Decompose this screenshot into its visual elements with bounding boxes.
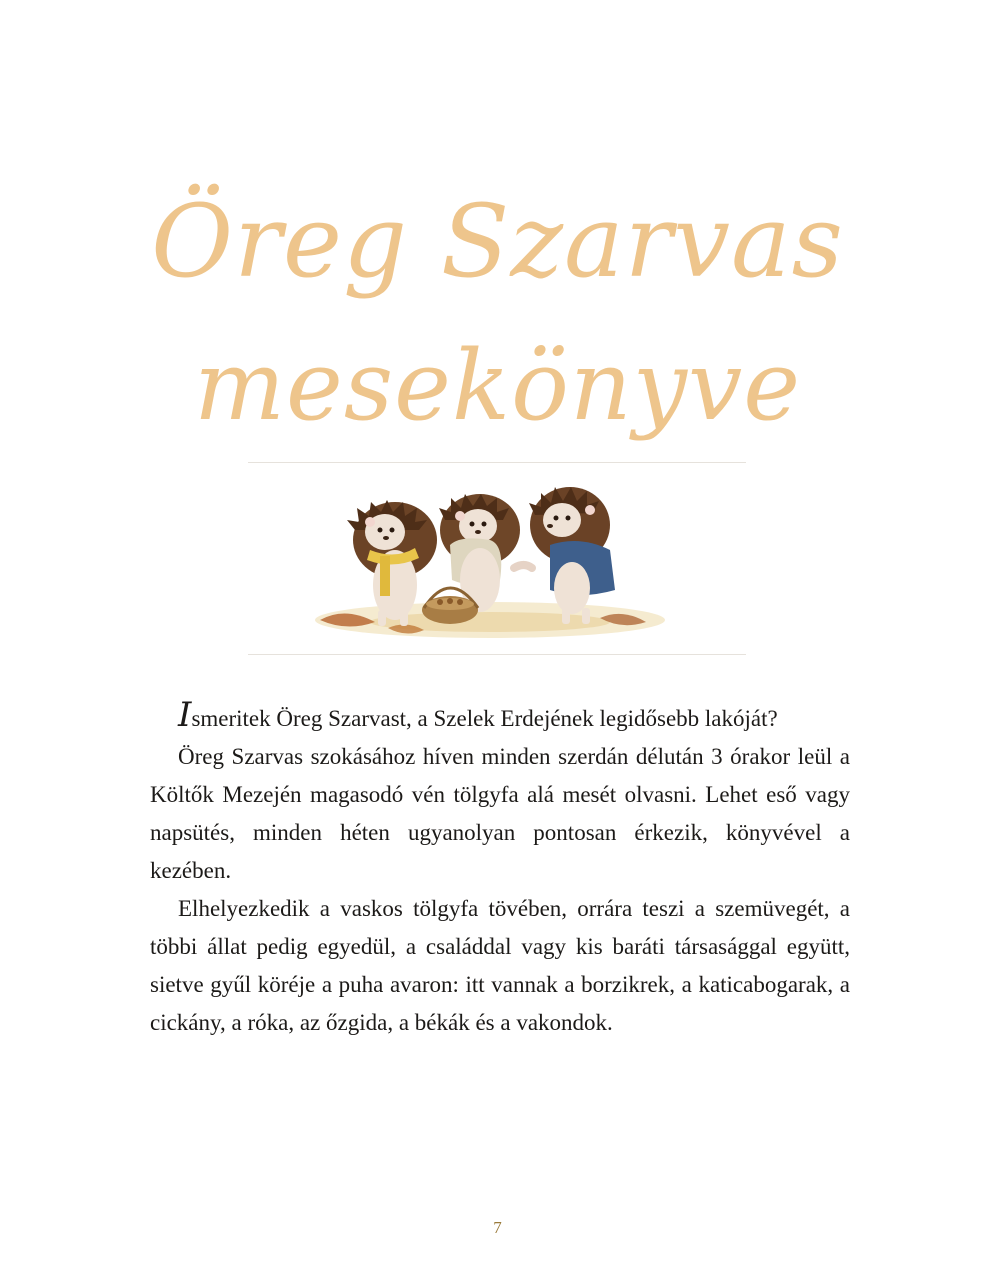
story-text bbox=[150, 695, 850, 1042]
hedgehogs-picnic-illustration bbox=[300, 470, 680, 650]
page-number: 7 bbox=[493, 1218, 502, 1237]
paragraph-1-text: smeritek Öreg Szarvast, a Szelek Erdejének legidősebb lakóját? bbox=[191, 706, 778, 731]
book-title-line-1: Öreg Szarvas bbox=[151, 183, 844, 300]
divider-bottom bbox=[248, 654, 746, 655]
paragraph-1 bbox=[150, 695, 850, 738]
divider-top bbox=[248, 462, 746, 463]
book-title-line-2: mesekönyve bbox=[194, 330, 801, 442]
drop-cap: I bbox=[178, 695, 192, 735]
paragraph-3: Elhelyezkedik a vaskos tölgyfa tövében, orrára teszi a szemüvegét, a többi állat pedig egyedül, a családdal vagy kis baráti társasággal együtt, sietve gyűl köréje a puha avaron: itt vannak a borzikrek, a katicabogarak, a cickány, a róka, az őzgida, a békák és a vakondok. bbox=[150, 896, 850, 1035]
paragraph-2: Öreg Szarvas szokásához híven minden szerdán délután 3 órakor leül a Költők Mezején magasodó vén tölgyfa alá mesét olvasni. Lehet eső vagy napsütés, minden héten ugyanolyan pontosan érkezik, könyvével a kezében. bbox=[150, 744, 850, 883]
